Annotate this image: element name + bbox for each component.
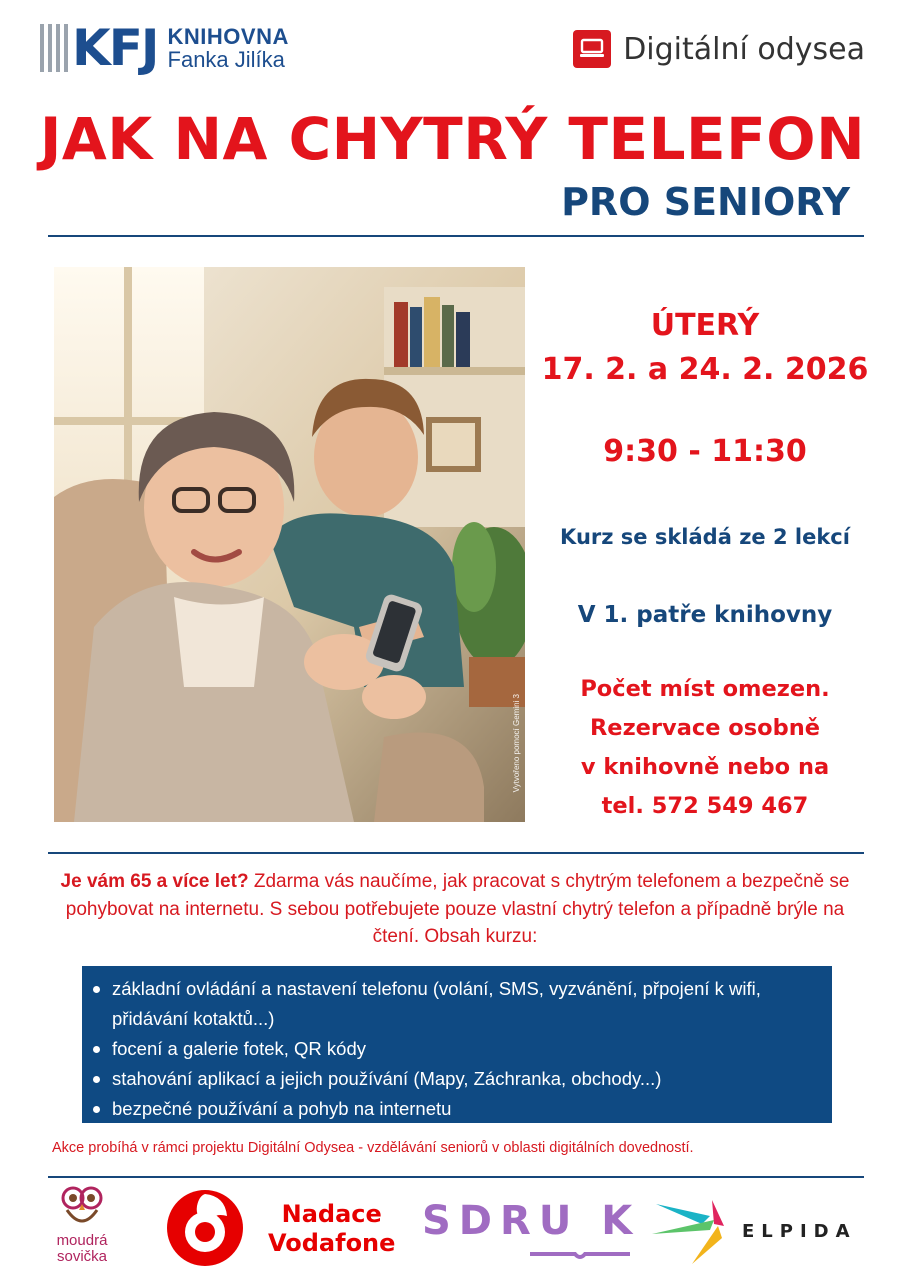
reservation-phone: tel. 572 549 467 bbox=[601, 793, 809, 819]
kfj-letters: KFJ bbox=[72, 19, 158, 77]
divider-middle bbox=[48, 852, 864, 854]
divider-bottom bbox=[48, 1176, 864, 1178]
nadace-line2: Vodafone bbox=[268, 1228, 396, 1257]
reservation-line: Rezervace osobně bbox=[589, 715, 820, 741]
kfj-library-logo bbox=[40, 20, 289, 76]
event-location: V 1. patře knihovny bbox=[577, 602, 833, 628]
page-subtitle: PRO SENIORY bbox=[561, 180, 850, 224]
sdruk-text: SDRU K bbox=[422, 1198, 641, 1244]
elpida-arrows-icon bbox=[652, 1196, 728, 1266]
sdruk-logo bbox=[422, 1198, 640, 1244]
divider-top bbox=[48, 235, 864, 237]
photo-credit: Vytvořeno pomocí Gemini 3 bbox=[512, 693, 521, 792]
digitalni-odysea-logo bbox=[573, 30, 865, 68]
list-item: stahování aplikací a jejich používání (Mapy, Záchranka, obchody...) bbox=[112, 1064, 824, 1094]
event-time: 9:30 - 11:30 bbox=[603, 434, 807, 469]
intro-paragraph bbox=[55, 868, 855, 951]
nadace-vodafone-text bbox=[268, 1200, 395, 1258]
library-name-line2: Fanka Jilíka bbox=[167, 47, 285, 72]
elpida-text: ELPIDA bbox=[742, 1220, 857, 1242]
intro-text: Zdarma vás naučíme, jak pracovat s chytrým telefonem a bezpečně se pohybovat na internetu. S sebou potřebujete pouze vlastní chytrý telefon a případně brýle na čtení. Obsah kurzu: bbox=[65, 871, 850, 948]
reservation-line: v knihovně nebo na bbox=[580, 754, 830, 780]
sovicka-line2: sovička bbox=[56, 1247, 108, 1265]
event-dates: 17. 2. a 24. 2. 2026 bbox=[541, 352, 869, 387]
library-bars-icon bbox=[40, 24, 68, 72]
list-item: bezpečné používání a pohyb na internetu bbox=[112, 1094, 824, 1124]
vodafone-logo bbox=[165, 1188, 245, 1273]
book-icon bbox=[530, 1244, 630, 1260]
list-item: základní ovládání a nastavení telefonu (volání, SMS, vyzvánění, přpojení k wifi, přidávání kotaktů...) bbox=[112, 974, 824, 1034]
page-title: JAK NA CHYTRÝ TELEFON bbox=[39, 105, 866, 173]
vodafone-icon bbox=[165, 1188, 245, 1268]
elpida-logo bbox=[652, 1196, 857, 1266]
library-name-line1: KNIHOVNA bbox=[167, 23, 289, 49]
odysea-device-icon bbox=[573, 30, 611, 68]
owl-icon bbox=[57, 1184, 107, 1228]
event-day: ÚTERÝ bbox=[650, 308, 760, 343]
sovicka-line1: moudrá bbox=[56, 1232, 108, 1249]
odysea-label: Digitální odysea bbox=[623, 31, 865, 67]
nadace-line1: Nadace bbox=[281, 1200, 382, 1228]
moudra-sovicka-logo bbox=[42, 1184, 122, 1268]
course-info: Kurz se skládá ze 2 lekcí bbox=[560, 525, 850, 549]
project-footnote: Akce probíhá v rámci projektu Digitální Odysea - vzdělávání seniorů v oblasti digitálních dovedností. bbox=[52, 1140, 694, 1156]
intro-question: Je vám 65 a více let? bbox=[60, 871, 249, 892]
course-content-list bbox=[82, 966, 832, 1123]
list-item: focení a galerie fotek, QR kódy bbox=[112, 1034, 824, 1064]
reservation-info bbox=[540, 670, 870, 826]
senior-with-grandson-photo bbox=[54, 267, 525, 822]
reservation-line: Počet míst omezen. bbox=[580, 676, 830, 702]
